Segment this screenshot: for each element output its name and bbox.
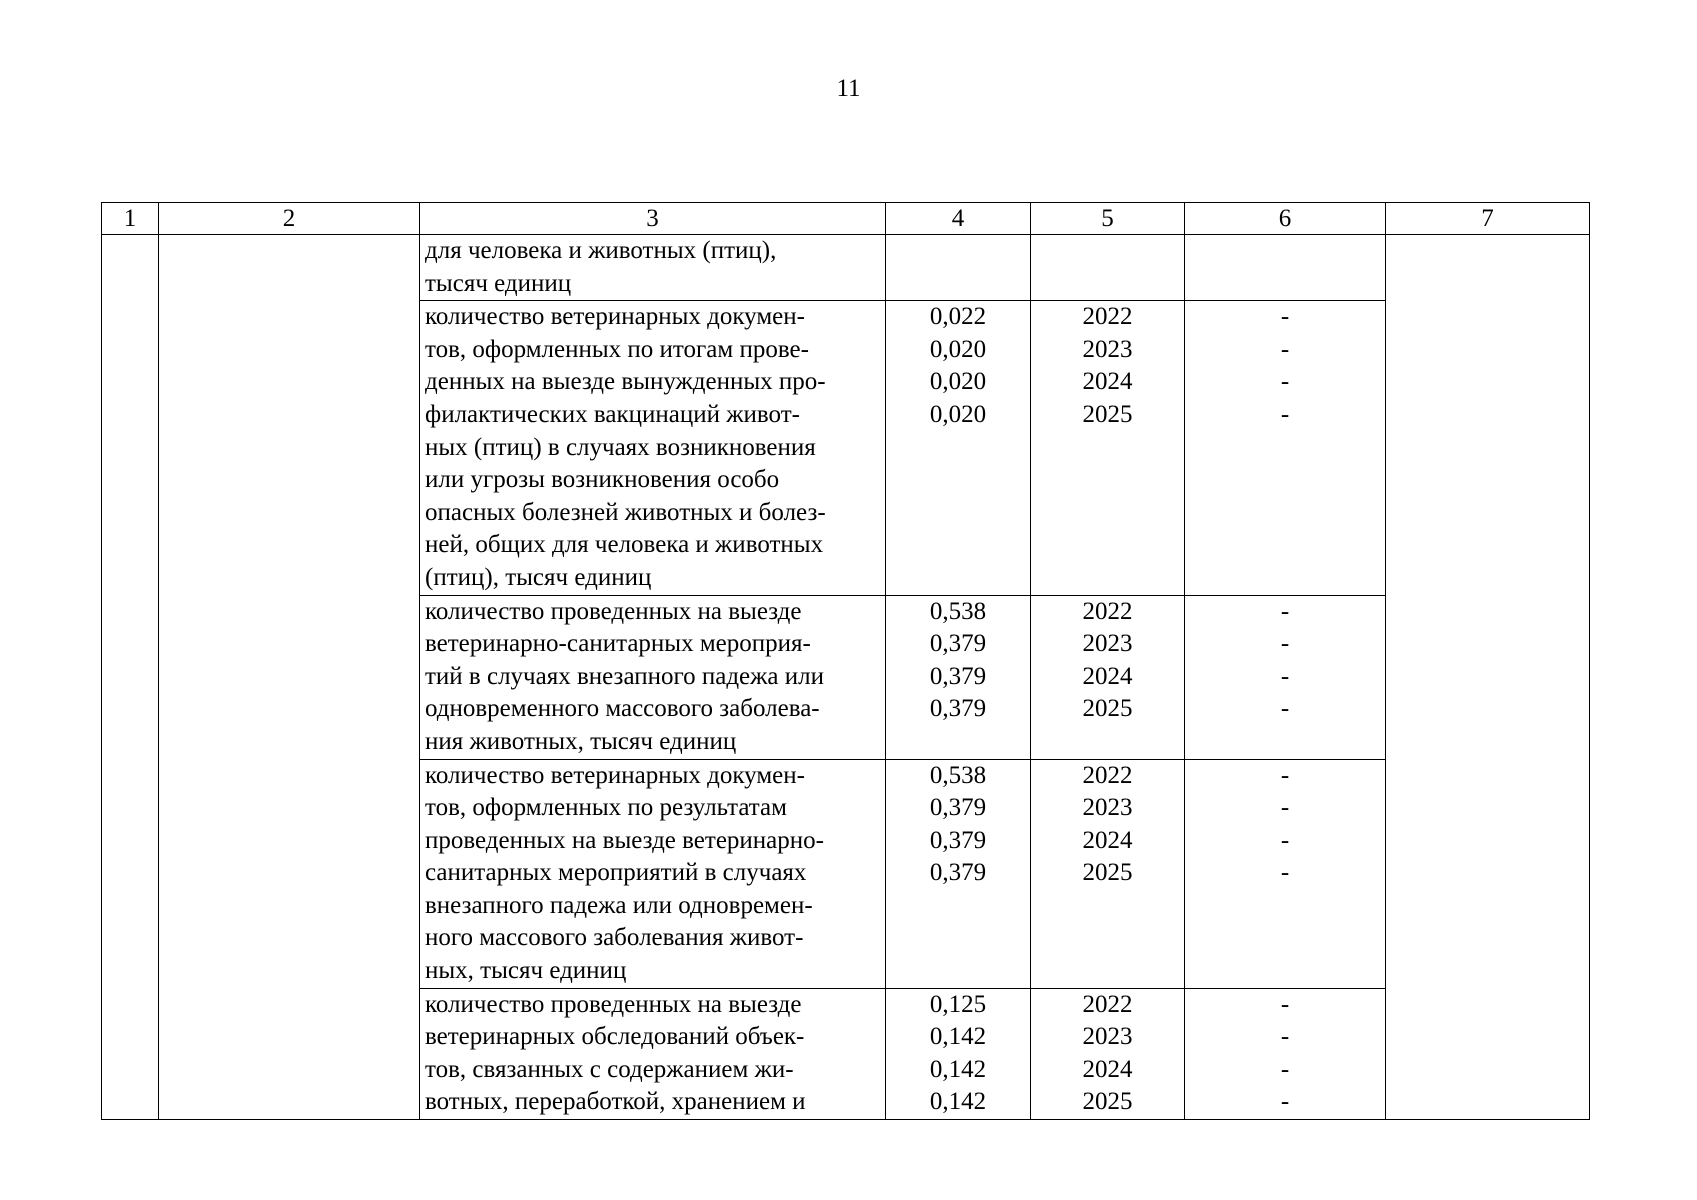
header-cell-6: 6 (1185, 203, 1386, 235)
col2-cell (159, 235, 420, 1120)
description-line: ния животных, тысяч единиц (425, 727, 737, 755)
description-line: санитарных мероприятий в случаях (425, 859, 807, 887)
col6-value: - (1280, 400, 1290, 428)
indicator-value-cell (886, 759, 1031, 988)
indicator-value-cell (886, 595, 1031, 759)
indicator-year: 2022 (1082, 303, 1133, 331)
col6-value: - (1280, 597, 1290, 625)
description-line: денных на выезде вынужденных про- (425, 368, 826, 396)
indicator-year-cell (1031, 759, 1185, 988)
indicator-value: 0,142 (929, 1023, 987, 1051)
description-line: проведенных на выезде ветеринарно- (425, 826, 824, 854)
col6-value: - (1280, 368, 1290, 396)
description-line: ного массового заболевания живот- (425, 924, 804, 952)
header-cell-2: 2 (159, 203, 420, 235)
indicator-year-cell (1031, 988, 1185, 1119)
indicator-value: 0,379 (929, 826, 987, 854)
header-cell-1: 1 (102, 203, 159, 235)
indicator-year: 2025 (1082, 859, 1133, 887)
indicator-value: 0,379 (929, 662, 987, 690)
indicator-year: 2025 (1082, 400, 1133, 428)
description-line: тов, оформленных по результатам (425, 794, 787, 822)
indicator-value: 0,020 (929, 400, 987, 428)
col6-value: - (1280, 1055, 1290, 1083)
col6-value: - (1280, 761, 1290, 789)
indicator-year: 2022 (1082, 597, 1133, 625)
indicator-year: 2023 (1082, 794, 1133, 822)
col1-cell (102, 235, 159, 1120)
indicator-description (420, 595, 886, 759)
table-row (102, 235, 1590, 301)
indicator-value: 0,020 (929, 335, 987, 363)
indicator-value: 0,538 (929, 597, 987, 625)
indicator-value: 0,142 (929, 1055, 987, 1083)
description-line: тий в случаях внезапного падежа или (425, 662, 824, 690)
col6-value: - (1280, 826, 1290, 854)
indicator-year: 2023 (1082, 1023, 1133, 1051)
indicator-year: 2024 (1082, 662, 1133, 690)
col6-value: - (1280, 695, 1290, 723)
indicator-value: 0,538 (929, 761, 987, 789)
col6-value: - (1280, 662, 1290, 690)
indicator-description (420, 235, 886, 301)
header-cell-4: 4 (886, 203, 1031, 235)
indicator-year-cell (1031, 595, 1185, 759)
indicator-year: 2022 (1082, 761, 1133, 789)
indicator-description (420, 988, 886, 1119)
description-line: ветеринарных обследований объек- (425, 1023, 805, 1051)
indicator-value-cell (886, 301, 1031, 595)
description-line: вотных, переработкой, хранением и (425, 1088, 806, 1116)
col6-value-cell (1185, 988, 1386, 1119)
description-line: опасных болезней животных и болез- (425, 498, 826, 526)
indicator-value: 0,379 (929, 695, 987, 723)
indicator-year: 2023 (1082, 630, 1133, 658)
col6-value: - (1280, 335, 1290, 363)
col6-value: - (1280, 794, 1290, 822)
header-cell-5: 5 (1031, 203, 1185, 235)
indicator-value: 0,379 (929, 630, 987, 658)
header-row (102, 203, 1590, 235)
col6-value: - (1280, 1023, 1290, 1051)
col6-value-cell (1185, 595, 1386, 759)
description-line: или угрозы возникновения особо (425, 466, 780, 494)
indicator-value: 0,142 (929, 1088, 987, 1116)
col6-value: - (1280, 1088, 1290, 1116)
indicator-value: 0,125 (929, 990, 987, 1018)
header-cell-3: 3 (420, 203, 886, 235)
description-line: тысяч единиц (425, 269, 572, 297)
col6-value-cell (1185, 235, 1386, 301)
indicator-value-cell (886, 988, 1031, 1119)
indicator-description (420, 301, 886, 595)
indicator-year: 2024 (1082, 826, 1133, 854)
description-line: количество проведенных на выезде (425, 597, 802, 625)
description-line: внезапного падежа или одновремен- (425, 891, 813, 919)
indicator-year-cell (1031, 301, 1185, 595)
description-line: для человека и животных (птиц), (425, 237, 777, 264)
indicator-value: 0,379 (929, 794, 987, 822)
indicator-year: 2024 (1082, 368, 1133, 396)
description-line: (птиц), тысяч единиц (425, 563, 652, 591)
description-line: количество ветеринарных докумен- (425, 761, 805, 789)
description-line: тов, оформленных по итогам прове- (425, 335, 809, 363)
description-line: количество проведенных на выезде (425, 990, 802, 1018)
indicator-table (101, 202, 1590, 1120)
header-cell-7: 7 (1386, 203, 1590, 235)
description-line: ных, тысяч единиц (425, 957, 627, 985)
col6-value: - (1280, 859, 1290, 887)
indicator-value: 0,020 (929, 368, 987, 396)
indicator-value-cell (886, 235, 1031, 301)
description-line: ветеринарно-санитарных мероприя- (425, 630, 811, 658)
col7-cell (1386, 235, 1590, 1120)
col6-value: - (1280, 990, 1290, 1018)
description-line: количество ветеринарных докумен- (425, 303, 805, 331)
indicator-year: 2023 (1082, 335, 1133, 363)
col6-value: - (1280, 303, 1290, 331)
indicator-year: 2025 (1082, 1088, 1133, 1116)
indicator-year: 2024 (1082, 1055, 1133, 1083)
col6-value-cell (1185, 759, 1386, 988)
col6-value: - (1280, 630, 1290, 658)
description-line: тов, связанных с содержанием жи- (425, 1055, 794, 1083)
indicator-description (420, 759, 886, 988)
page-number: 11 (836, 75, 861, 102)
indicator-year-cell (1031, 235, 1185, 301)
description-line: филактических вакцинаций живот- (425, 400, 800, 428)
indicator-year: 2022 (1082, 990, 1133, 1018)
description-line: ней, общих для человека и животных (425, 531, 824, 559)
indicator-value: 0,379 (929, 859, 987, 887)
description-line: одновременного массового заболева- (425, 695, 820, 723)
col6-value-cell (1185, 301, 1386, 595)
indicator-value: 0,022 (929, 303, 987, 331)
description-line: ных (птиц) в случаях возникновения (425, 433, 816, 461)
indicator-year: 2025 (1082, 695, 1133, 723)
